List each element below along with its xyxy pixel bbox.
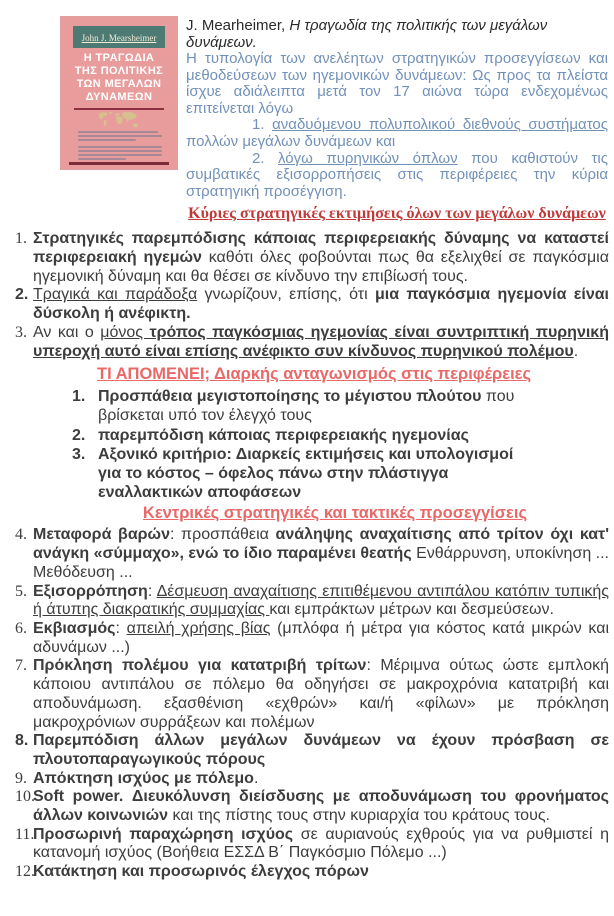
text-segment: (μπλόφα ή μέτρα για κόστος κατά μικρών και αδυνάμων ...) — [33, 620, 610, 656]
text-segment: λόγω πυρηνικών όπλων — [278, 149, 458, 167]
text-segment: Πρόκληση πολέμου για κατατριβή τρίτων — [33, 657, 367, 675]
text-segment: Εξισορρόπηση — [33, 582, 148, 600]
heading-central-strategies: Κεντρικές στρατηγικές και τακτικές προσεγγίσεις — [142, 504, 528, 523]
list-item — [0, 863, 614, 882]
list-item — [72, 445, 540, 503]
text-segment: Παρεμπόδιση άλλων μεγάλων δυνάμεων να έχουν πρόσβαση σε πλουτοπαραγωγικούς πόρους — [33, 732, 609, 768]
list-item — [0, 286, 614, 323]
item-text — [98, 387, 540, 425]
item-text — [33, 526, 614, 582]
book-cover — [60, 16, 178, 170]
list-item — [72, 387, 540, 425]
text-segment: πολλών μεγάλων δυνάμεων και — [186, 132, 396, 150]
book-cover-author-band — [73, 26, 165, 48]
item-number: 6. — [15, 620, 27, 637]
list-item — [0, 230, 614, 286]
text-segment: Εκβιασμός — [33, 620, 116, 637]
text-segment: σε αυριανούς εχθρούς για να ρυθμιστεί η κατανομή ισχύος (Βοήθεια ΕΣΣΔ Β΄ Παγκόσμιο Πόλεμο ...) — [33, 825, 609, 862]
text-segment: που βρίσκεται υπό τον έλεγχό τους — [98, 388, 515, 425]
text-segment: καθότι όλες φοβούνται πως θα εξελιχθεί σε παγκόσμια ηγεμονική δύναμη και θα θέσει σε κίνδυνο την επιβίωσή τους. — [33, 249, 609, 285]
book-cover-title-line: ΤΗΣ ΠΟΛΙΤΙΚΗΣ — [74, 65, 164, 77]
text-segment: Προσπάθεια μεγιστοποίησης το μέγιστου πλούτου — [98, 388, 486, 406]
item-text — [98, 426, 540, 445]
item-number: 2. — [15, 286, 29, 304]
item-number: 4. — [15, 526, 27, 544]
item-number: 3. — [15, 323, 27, 341]
text-segment: Αν και ο — [33, 323, 101, 341]
item-text — [33, 230, 614, 286]
book-cover-title-line: ΤΩΝ ΜΕΓΑΛΩΝ — [76, 78, 162, 90]
item-text — [98, 445, 540, 503]
list-item — [0, 770, 614, 789]
text-segment: Soft power. Διευκόλυνση διείσδυσης με αποδυνάμωση του φρονήματος άλλων κοινωνιών — [33, 788, 609, 825]
book-cover-footer-band — [69, 162, 169, 165]
item-text — [33, 620, 614, 657]
text-segment: 2. — [252, 149, 279, 167]
item-number: 12. — [15, 863, 35, 881]
heading-what-remains: ΤΙ ΑΠΟΜΕΝΕΙ; Διαρκής ανταγωνισμός στις περιφέρειες — [97, 365, 532, 384]
item-number: 7. — [15, 657, 27, 675]
text-segment: που καθιστούν τις συμβατικές εξισορροπήσεις στις περιφέρειες την κύρια στρατηγική προσέγγιση. — [186, 149, 608, 200]
text-segment: Δέσμευση αναχαίτισης επιτιθέμενου αντιπάλου κατόπιν τυπικής ή άτυπης διακρατικής συμμαχίας — [33, 582, 609, 619]
heading-main-estimates: Κύριες στρατηγικές εκτιμήσεις όλων των μεγάλων δυνάμεων — [188, 205, 606, 223]
text-segment: : Μέριμνα ούτως ώστε εμπλοκή κάποιου αντιπάλου σε πόλεμο θα οδηγήσει σε μακροχρόνια κατατριβή και αποδυνάμωση. εξασθένιση «εχθρών» και/ή «φίλων» με πρόκληση μακροχρόνιων συρράξεων και πολέμων — [33, 657, 609, 731]
item-text — [33, 657, 614, 732]
text-segment: Ενθάρρυνση, υποκίνηση ... Μεθόδευση ... — [33, 545, 610, 581]
item-text — [33, 863, 614, 882]
text-segment: τρόπος παγκόσμιας ηγεμονίας είναι συντριπτική πυρηνική υπεροχή αυτό είναι επίσης ανέφικτο συν κίνδυνος πυρηνικού πολέμου — [33, 323, 609, 360]
item-number: 5. — [15, 582, 27, 600]
text-segment: μια παγκόσμια ηγεμονία είναι δύσκολη ή ανέφικτη. — [33, 286, 609, 323]
list-item — [0, 657, 614, 732]
intro-paragraph: Η τυπολογία των ανελέητων στρατηγικών προσεγγίσεων και μεθοδεύσεων των ηγεμονικών δυνάμεων: Ως προς τα πλείστα ίσχυε αδιάλειπτα μετά τον 17 αιώνα τώρα ενδεχομένως επιτείνεται λόγω — [186, 50, 608, 117]
text-segment: : — [147, 582, 157, 600]
text-segment: μόνος — [100, 323, 150, 341]
list-item — [0, 826, 614, 863]
item-text — [33, 826, 614, 863]
text-segment: Η τραγωδία της πολιτικής των μεγάλων δυνάμεων. — [186, 17, 548, 51]
header-block — [0, 0, 614, 223]
world-map-graphic — [72, 111, 166, 129]
text-segment: ανάληψης αναχαίτισης από τρίτον όχι κατ' ανάγκη «σύμμαχο», ενώ το ίδιο παραμένει θεατής — [33, 526, 609, 563]
text-segment: και της πίστης τους στην κυριαρχία του κράτους τους. — [172, 807, 550, 825]
intro-point-1 — [186, 117, 608, 150]
item-number: 9. — [15, 769, 27, 787]
book-cover-title — [61, 52, 177, 104]
text-segment: 1. — [252, 116, 273, 134]
item-text — [33, 788, 614, 825]
item-number: 1. — [72, 388, 86, 406]
item-text — [33, 286, 614, 323]
list-item — [0, 732, 614, 769]
text-segment: Κατάκτηση και προσωρινός έλεγχος πόρων — [33, 863, 369, 881]
item-number: 2. — [72, 426, 86, 444]
list-item — [0, 788, 614, 825]
intro-point-2 — [186, 151, 608, 201]
list-item — [72, 426, 540, 445]
text-segment: Μεταφορά βαρών — [33, 526, 170, 544]
text-segment: Τραγικά και παράδοξα — [33, 286, 198, 304]
item-number: 1. — [15, 230, 27, 248]
item-text — [33, 324, 614, 361]
intro-column — [186, 16, 608, 223]
main-estimates-list — [0, 230, 614, 361]
item-number: 11. — [15, 825, 35, 843]
text-segment: Προσωρινή παραχώρηση ισχύος — [33, 825, 301, 843]
tactics-list — [0, 526, 614, 881]
item-text — [33, 732, 614, 769]
text-segment: και εμπράκτων μέτρων και δεσμεύσεων. — [269, 601, 554, 619]
book-cover-title-line: ΔΥΝΑΜΕΩΝ — [85, 91, 153, 103]
item-text — [33, 583, 614, 620]
item-number: 10. — [15, 788, 35, 806]
item-number: 3. — [72, 445, 86, 463]
book-cover-author: John J. Mearsheimer — [81, 33, 157, 43]
item-text — [33, 770, 614, 789]
what-remains-list — [72, 387, 540, 502]
list-item — [0, 583, 614, 620]
book-cover-blurb-text — [78, 131, 160, 162]
text-segment: : προσπάθεια — [169, 526, 276, 544]
text-segment: αναδυόμενου πολυπολικού διεθνούς συστήματος — [272, 116, 608, 134]
text-segment: J. Mearheimer, — [186, 17, 290, 34]
text-segment: Απόκτηση ισχύος με πόλεμο — [33, 769, 254, 787]
book-cover-divider-bar — [74, 108, 164, 110]
text-segment: Αξονικό κριτήριο: Διαρκείς εκτιμήσεις και υπολογισμοί για το κόστος – όφελος πάνω στην πλάστιγγα εναλλακτικών αποφάσεων — [98, 445, 514, 502]
text-segment: γνωρίζουν, επίσης, ότι — [197, 286, 375, 304]
list-item — [0, 620, 614, 657]
text-segment: : — [115, 620, 127, 637]
text-segment: . — [573, 342, 579, 360]
list-item — [0, 324, 614, 361]
text-segment: απειλή χρήσης βίας — [126, 620, 271, 637]
text-segment: παρεμπόδιση κάποιας περιφερειακής ηγεμονίας — [98, 426, 469, 444]
text-segment: Στρατηγικές παρεμπόδισης κάποιας περιφερειακής δύναμης να καταστεί περιφερειακή ηγεμών — [33, 230, 609, 267]
list-item — [0, 526, 614, 582]
book-cover-title-line: Η ΤΡΑΓΩΔΙΑ — [83, 52, 155, 64]
text-segment: . — [253, 769, 259, 787]
item-number: 8. — [15, 732, 29, 750]
byline — [186, 17, 608, 51]
